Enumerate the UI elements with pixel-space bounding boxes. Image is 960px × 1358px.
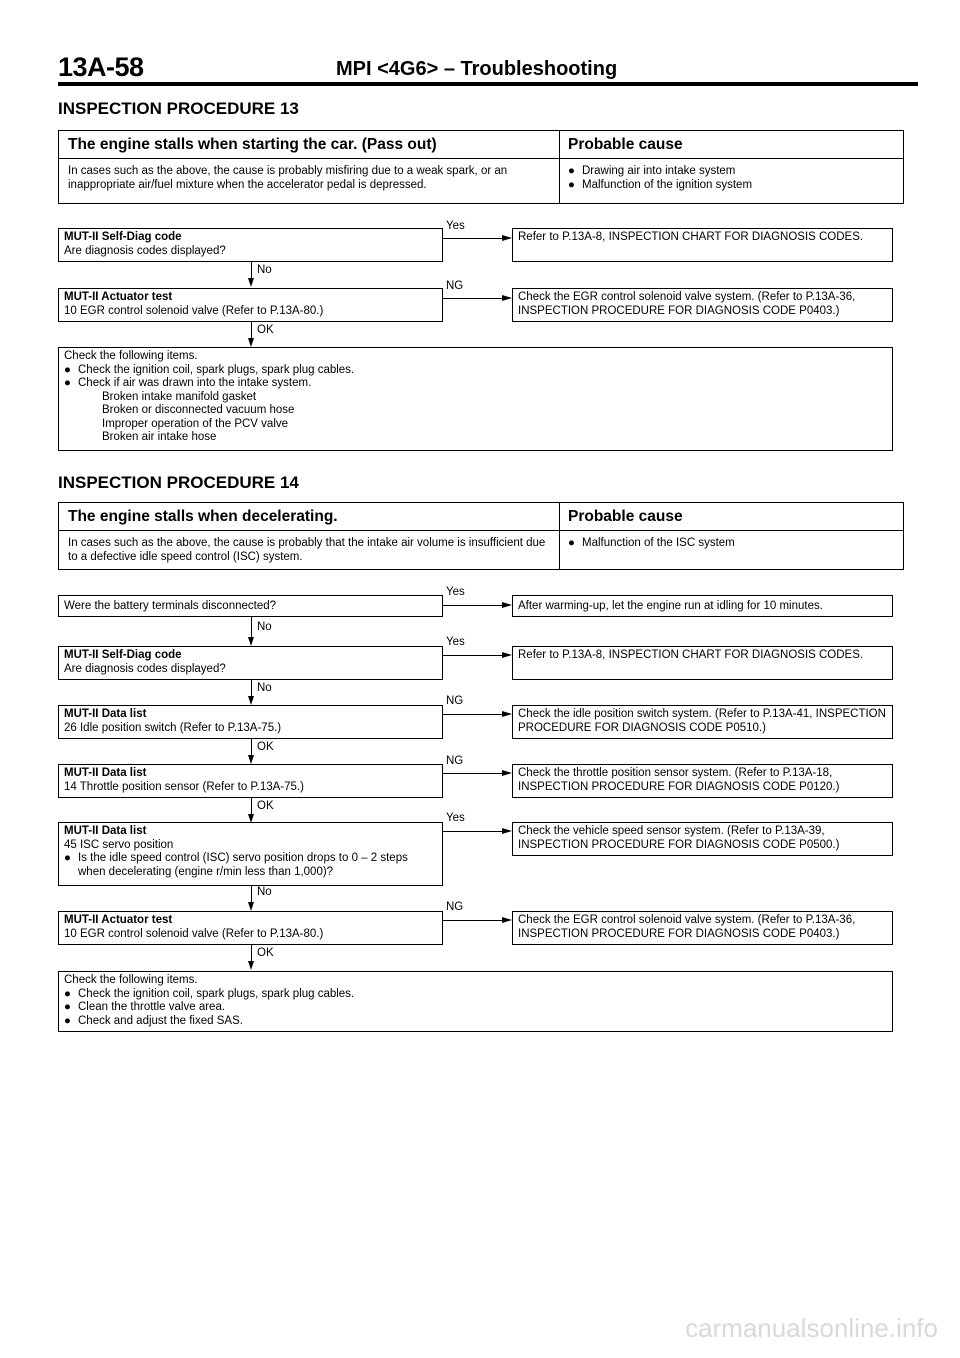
final-sub-item: Improper operation of the PCV valve xyxy=(102,417,289,430)
arrow-right-icon xyxy=(502,828,512,834)
branch-label: NG xyxy=(446,901,464,913)
step-text: 45 ISC servo position xyxy=(64,838,174,851)
branch-label: No xyxy=(257,886,272,898)
final-intro: Check the following items. xyxy=(64,350,198,362)
arrow-right-icon xyxy=(502,652,512,658)
arrow-right-icon xyxy=(502,770,512,776)
cause-heading: Probable cause xyxy=(559,131,903,159)
symptom-heading: The engine stalls when decelerating. xyxy=(59,503,559,531)
arrow-down-icon xyxy=(248,961,254,970)
arrow-down-icon xyxy=(248,338,254,347)
page-title: MPI <4G6> – Troubleshooting xyxy=(336,58,618,80)
connector-line xyxy=(251,680,252,696)
final-intro: Check the following items. xyxy=(64,974,198,986)
step-box xyxy=(58,705,443,739)
step-box xyxy=(58,764,443,798)
branch-label: Yes xyxy=(446,220,465,232)
connector-line xyxy=(443,605,502,606)
branch-label: NG xyxy=(446,280,464,292)
step-title: MUT-II Data list xyxy=(64,767,147,779)
step-box xyxy=(58,228,443,262)
final-item: ● Check if air was drawn into the intake system. xyxy=(64,377,312,389)
procedure-14-summary-table xyxy=(58,502,904,570)
connector-line xyxy=(443,238,502,239)
result-box: Refer to P.13A-8, INSPECTION CHART FOR DIAGNOSIS CODES. xyxy=(512,228,893,262)
result-box: Check the EGR control solenoid valve system. (Refer to P.13A-36, INSPECTION PROCEDURE FOR DIAGNOSIS CODE P0403.) xyxy=(512,288,893,322)
connector-line xyxy=(251,798,252,814)
step-text: 26 Idle position switch (Refer to P.13A-75.) xyxy=(64,721,282,734)
step-text: Are diagnosis codes displayed? xyxy=(64,244,226,257)
step-title: MUT-II Self-Diag code xyxy=(64,649,182,661)
arrow-down-icon xyxy=(248,696,254,705)
final-sub-item: Broken air intake hose xyxy=(102,431,217,443)
result-box: After warming-up, let the engine run at idling for 10 minutes. xyxy=(512,595,893,617)
final-sub-item: Broken or disconnected vacuum hose xyxy=(102,404,295,416)
final-item: ● Check the ignition coil, spark plugs, spark plug cables. xyxy=(64,987,355,1000)
branch-label: Yes xyxy=(446,812,465,824)
connector-line xyxy=(251,945,252,961)
step-box xyxy=(58,646,443,680)
arrow-down-icon xyxy=(248,637,254,646)
arrow-right-icon xyxy=(502,602,512,608)
connector-line xyxy=(251,262,252,278)
branch-label: No xyxy=(257,621,272,633)
arrow-right-icon xyxy=(502,235,512,241)
connector-line xyxy=(251,886,252,902)
result-box: Check the idle position switch system. (Refer to P.13A-41, INSPECTION PROCEDURE FOR DIAGNOSIS CODE P0510.) xyxy=(512,705,893,739)
step-text: Were the battery terminals disconnected? xyxy=(64,600,277,612)
final-item: ● Check the ignition coil, spark plugs, spark plug cables. xyxy=(64,363,355,376)
step-title: MUT-II Data list xyxy=(64,825,147,837)
symptom-column xyxy=(59,503,560,569)
final-check-box xyxy=(58,971,893,1032)
step-box xyxy=(58,595,443,617)
page-number: 13A-58 xyxy=(58,52,144,82)
branch-label: No xyxy=(257,264,272,276)
cause-list xyxy=(559,159,903,203)
branch-label: OK xyxy=(257,947,274,959)
result-box: Refer to P.13A-8, INSPECTION CHART FOR DIAGNOSIS CODES. xyxy=(512,646,893,680)
branch-label: No xyxy=(257,682,272,694)
step-box xyxy=(58,911,443,945)
connector-line xyxy=(251,322,252,338)
final-item: ● Clean the throttle valve area. xyxy=(64,1001,226,1013)
procedure-13-title: INSPECTION PROCEDURE 13 xyxy=(58,99,299,118)
step-box xyxy=(58,288,443,322)
arrow-down-icon xyxy=(248,902,254,911)
connector-line xyxy=(443,831,502,832)
result-box: Check the vehicle speed sensor system. (Refer to P.13A-39, INSPECTION PROCEDURE FOR DIAGNOSIS CODE P0500.) xyxy=(512,822,893,856)
branch-label: NG xyxy=(446,755,464,767)
step-title: MUT-II Self-Diag code xyxy=(64,231,182,243)
step-text: 10 EGR control solenoid valve (Refer to P.13A-80.) xyxy=(64,927,324,940)
arrow-right-icon xyxy=(502,917,512,923)
step-text: Are diagnosis codes displayed? xyxy=(64,662,226,675)
branch-label: NG xyxy=(446,695,464,707)
symptom-heading: The engine stalls when starting the car. (Pass out) xyxy=(59,131,559,159)
final-check-box xyxy=(58,347,893,451)
cause-item: ● Drawing air into intake system xyxy=(568,165,736,177)
arrow-down-icon xyxy=(248,278,254,287)
step-title: MUT-II Actuator test xyxy=(64,291,173,303)
step-text: 10 EGR control solenoid valve (Refer to P.13A-80.) xyxy=(64,304,324,317)
step-title: MUT-II Actuator test xyxy=(64,914,173,926)
cause-column xyxy=(559,503,903,569)
branch-label: OK xyxy=(257,741,274,753)
cause-item: ● Malfunction of the ISC system xyxy=(568,537,735,549)
step-box xyxy=(58,822,443,886)
cause-heading: Probable cause xyxy=(559,503,903,531)
symptom-description: In cases such as the above, the cause is probably misfiring due to a weak spark, or an inappropriate air/fuel mixture when the accelerator pedal is depressed. xyxy=(68,165,508,191)
branch-label: OK xyxy=(257,800,274,812)
arrow-right-icon xyxy=(502,711,512,717)
step-bullet: ● Is the idle speed control (ISC) servo position drops to 0 – 2 steps when decelerating (engine r/min less than 1,000)? xyxy=(64,852,408,878)
step-text: 14 Throttle position sensor (Refer to P.13A-75.) xyxy=(64,780,304,793)
watermark: carmanualsonline.info xyxy=(685,1313,938,1343)
branch-label: Yes xyxy=(446,636,465,648)
symptom-description: In cases such as the above, the cause is probably that the intake air volume is insufficient due to a defective idle speed control (ISC) system. xyxy=(68,537,546,563)
header-rule xyxy=(58,82,918,86)
step-title: MUT-II Data list xyxy=(64,708,147,720)
final-item: ● Check and adjust the fixed SAS. xyxy=(64,1014,243,1027)
final-sub-item: Broken intake manifold gasket xyxy=(102,390,257,403)
arrow-right-icon xyxy=(502,295,512,301)
result-box: Check the throttle position sensor system. (Refer to P.13A-18, INSPECTION PROCEDURE FOR DIAGNOSIS CODE P0120.) xyxy=(512,764,893,798)
cause-column xyxy=(559,131,903,203)
connector-line xyxy=(443,714,502,715)
result-box: Check the EGR control solenoid valve system. (Refer to P.13A-36, INSPECTION PROCEDURE FOR DIAGNOSIS CODE P0403.) xyxy=(512,911,893,945)
arrow-down-icon xyxy=(248,755,254,764)
connector-line xyxy=(251,739,252,755)
procedure-14-title: INSPECTION PROCEDURE 14 xyxy=(58,473,299,492)
connector-line xyxy=(443,655,502,656)
connector-line xyxy=(443,298,502,299)
connector-line xyxy=(443,920,502,921)
cause-list xyxy=(559,531,903,569)
branch-label: OK xyxy=(257,324,274,336)
symptom-column xyxy=(59,131,560,203)
connector-line xyxy=(251,617,252,637)
connector-line xyxy=(443,773,502,774)
procedure-13-summary-table xyxy=(58,130,904,204)
branch-label: Yes xyxy=(446,586,465,598)
cause-item: ● Malfunction of the ignition system xyxy=(568,179,753,191)
